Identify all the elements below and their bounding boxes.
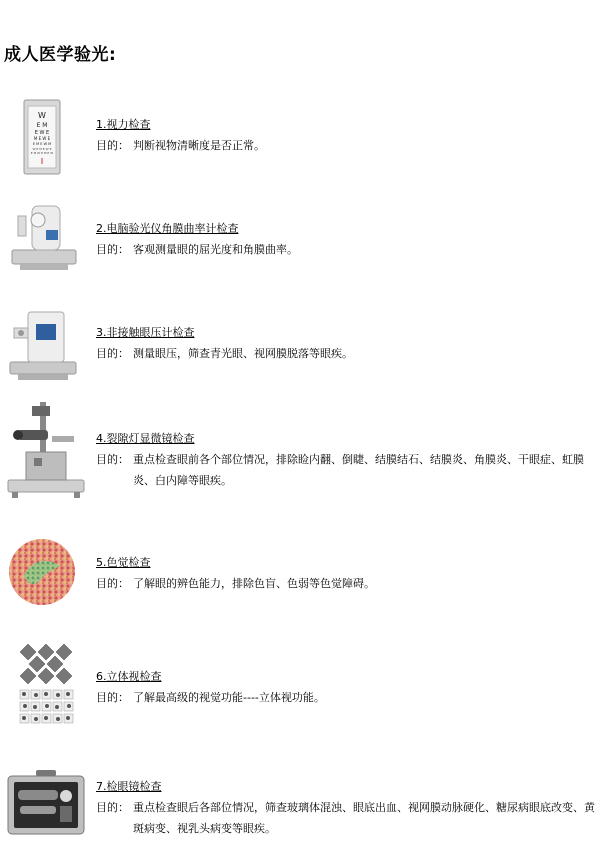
color-plate-icon — [6, 536, 78, 612]
svg-text:E W E: E W E — [34, 130, 50, 136]
ophthalmoscope-case-icon — [6, 770, 86, 842]
purpose-text: 了解眼的辨色能力，排除色盲、色弱等色觉障碍。 — [133, 577, 375, 590]
exam-title: 6.立体视检查 — [96, 670, 162, 683]
exam-purpose — [96, 573, 596, 594]
purpose-text: 判断视物清晰度是否正常。 — [133, 139, 265, 152]
exam-purpose — [96, 449, 596, 491]
tonometer-icon — [6, 306, 86, 390]
purpose-text: 重点检查眼前各个部位情况，排除睑内翻、倒睫、结膜结石、结膜炎、角膜炎、干眼症、虹膜炎、白内障等眼疾。 — [133, 453, 584, 487]
purpose-label: 目的： — [96, 453, 129, 466]
exam-purpose — [96, 239, 596, 260]
exam-title: 2.电脑验光仪角膜曲率计检查 — [96, 222, 239, 235]
purpose-text: 了解最高级的视觉功能----立体视功能。 — [133, 691, 325, 704]
purpose-text: 客观测量眼的屈光度和角膜曲率。 — [133, 243, 298, 256]
purpose-label: 目的： — [96, 139, 129, 152]
autorefractor-icon — [6, 198, 86, 282]
svg-text:E M E W M: E M E W M — [32, 142, 52, 146]
purpose-text: 重点检查眼后各部位情况，筛查玻璃体混浊、眼底出血、视网膜动脉硬化、糖尿病眼底改变、黄斑病变、视乳头病变等眼疾。 — [133, 801, 595, 835]
svg-text:E M W E M E W: E M W E M E W — [30, 151, 54, 155]
exam-purpose — [96, 135, 596, 156]
purpose-label: 目的： — [96, 577, 129, 590]
exam-title: 7.检眼镜检查 — [96, 780, 162, 793]
purpose-label: 目的： — [96, 801, 129, 814]
purpose-text: 测量眼压，筛查青光眼、视网膜脱落等眼疾。 — [133, 347, 353, 360]
purpose-label: 目的： — [96, 243, 129, 256]
slit-lamp-icon — [6, 396, 88, 504]
svg-text:E M: E M — [36, 122, 48, 129]
purpose-label: 目的： — [96, 691, 129, 704]
eye-chart-icon — [6, 98, 86, 182]
stereo-test-icon — [6, 640, 88, 732]
exam-title: 5.色觉检查 — [96, 556, 151, 569]
purpose-label: 目的： — [96, 347, 129, 360]
exam-purpose — [96, 687, 596, 708]
exam-title: 3.非接触眼压计检查 — [96, 326, 195, 339]
exam-purpose — [96, 343, 596, 364]
exam-title: 1.视力检查 — [96, 118, 151, 131]
exam-title: 4.裂隙灯显微镜检查 — [96, 432, 195, 445]
svg-text:W: W — [38, 111, 46, 120]
page-title: 成人医学验光: — [4, 45, 117, 65]
svg-text:M E W E: M E W E — [33, 136, 51, 141]
exam-purpose — [96, 797, 596, 839]
svg-text:W E M E W E: W E M E W E — [32, 147, 52, 151]
